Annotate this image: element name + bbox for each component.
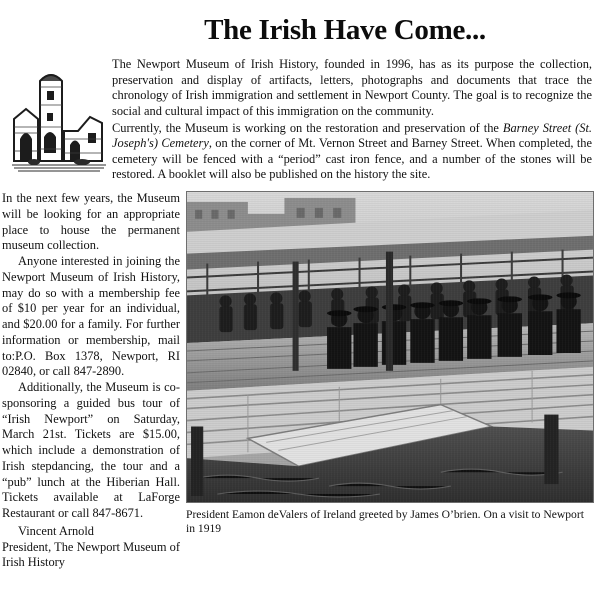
- intro-p2-part2: , on the corner of Mt. Vernon Street and Barney Street. When completed, the cemetery will be fenced with a “period” cast iron fence, and a number of the stones will be restored. A booklet will also be published on the history the site.: [112, 136, 592, 182]
- intro-paragraph-1: The Newport Museum of Irish History, founded in 1996, has as its purpose the collection, preservation and display of artifacts, letters, photographs and documents that trace the chronology of Irish immigration and settlement in Newport County. The goal is to recognize the social and cultural impact of this immigration on the community.: [112, 57, 592, 118]
- page-title: The Irish Have Come...: [204, 14, 486, 46]
- intro-paragraph-2: [112, 121, 592, 184]
- logo-container: [0, 57, 112, 173]
- newsletter-page: [0, 14, 600, 614]
- intro-p2-part1: Currently, the Museum is working on the restoration and preservation of the: [112, 120, 503, 135]
- historic-photo-ferry-landing-crowd: [186, 191, 594, 503]
- left-paragraph-3: Additionally, the Museum is co-sponsoring a guided bus tour of “Irish Newport” on Saturday, March 21st. Tickets are $15.00, which include a demonstration of Irish stepdancing, the tour and a “pub” lunch at the Hiberian Hall. Tickets available at LaForge Restaurant or call 847-8671.: [2, 380, 180, 520]
- left-column-text: [0, 191, 186, 571]
- intro-section: [0, 57, 600, 183]
- photo-caption: President Eamon deValers of Ireland greeted by James O’brien. On a visit to Newport in 1919: [186, 508, 584, 536]
- left-paragraph-1: In the next few years, the Museum will be looking for an appropriate place to house the permanent museum collection.: [2, 191, 180, 253]
- signature-name: Vincent Arnold: [18, 523, 94, 538]
- photo-column: [186, 191, 600, 537]
- left-paragraph-2: Anyone interested in joining the Newport Museum of Irish History, may do so with a membership fee of $10 per year for an individual, and $20.00 for a family. For further information or membership, mail to:P.O. Box 1378, Newport, RI 02840, or call 847-2890.: [2, 254, 180, 379]
- intro-text: [112, 57, 600, 183]
- body-section: [0, 191, 600, 571]
- signature-title: President, The Newport Museum of Irish History: [2, 539, 180, 570]
- photo-artwork: [187, 192, 593, 502]
- irish-round-tower-and-ruins-illustration: [10, 61, 108, 173]
- cemetery-name-italic: Barney Street (St. Joseph's) Cemetery: [112, 120, 592, 151]
